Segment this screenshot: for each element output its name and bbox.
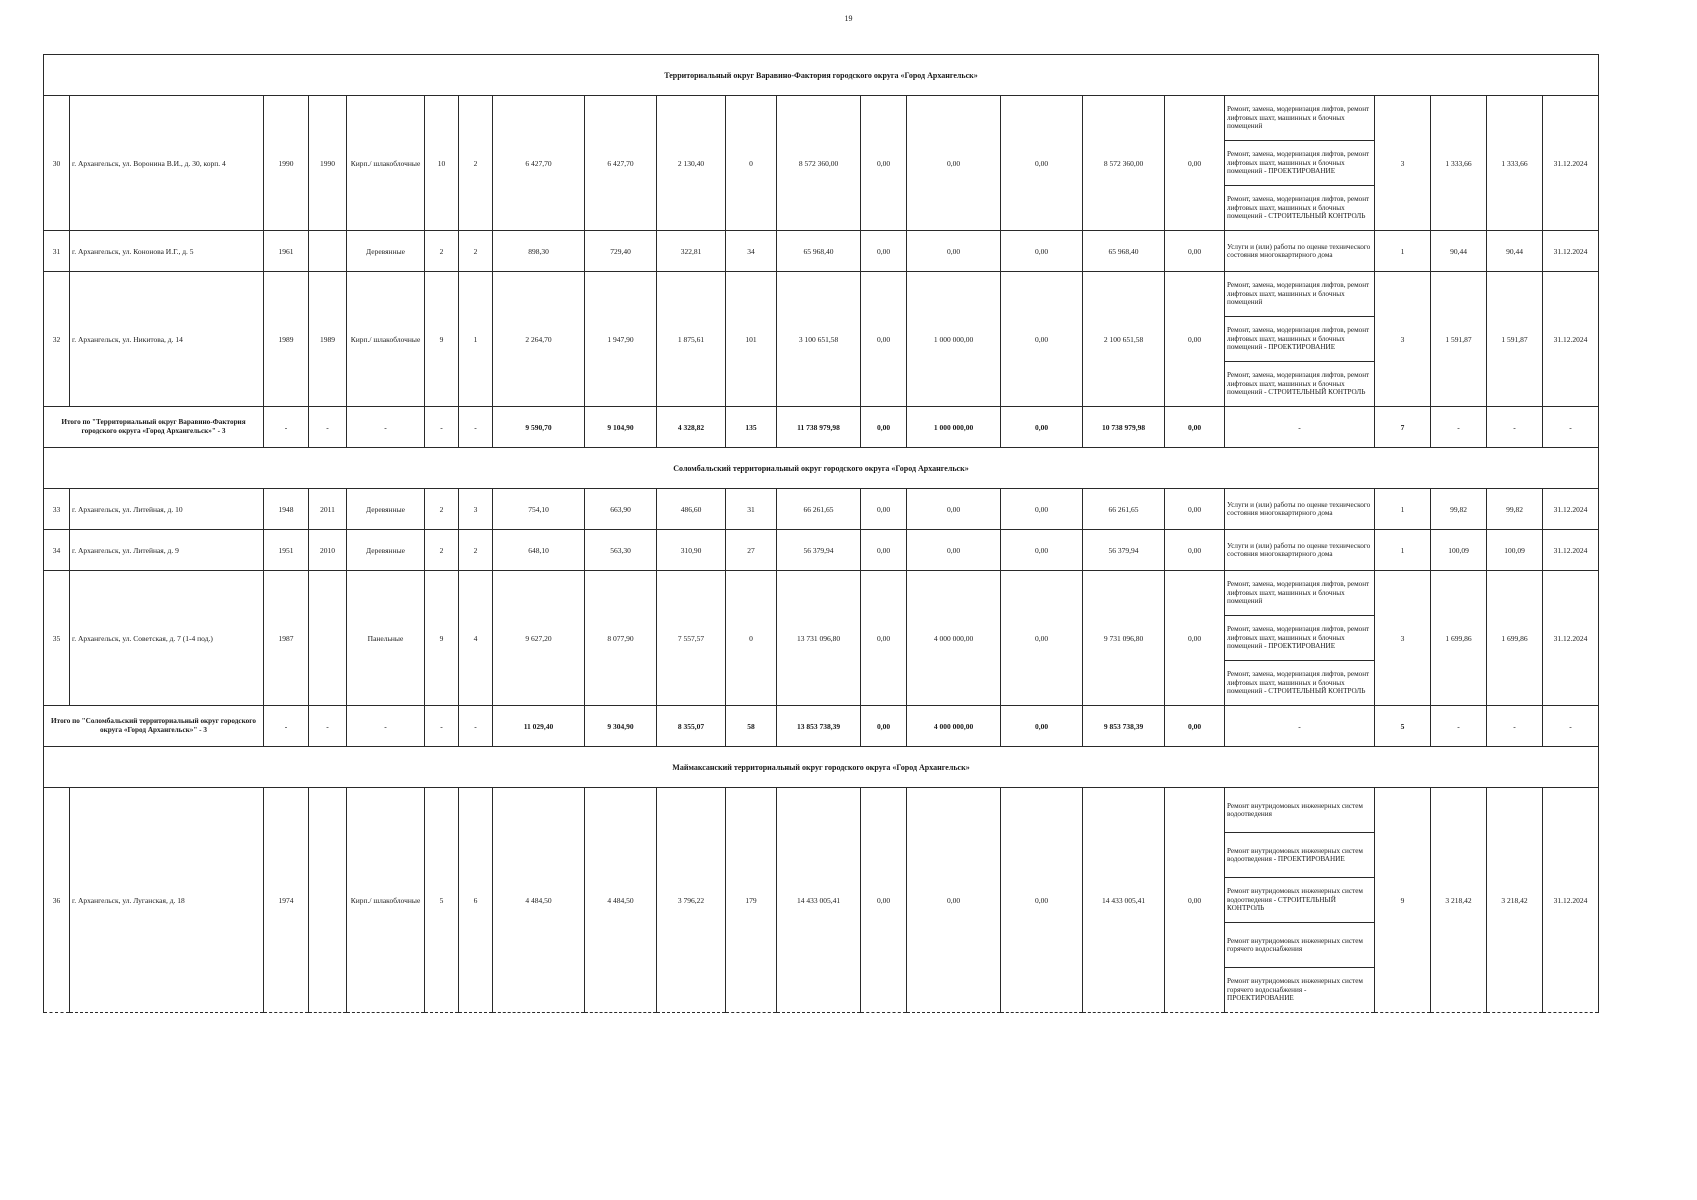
work-type: Ремонт внутридомовых инженерных систем горячего водоснабжения: [1225, 923, 1375, 968]
residents: 31: [726, 489, 777, 530]
total-label: Итого по "Соломбальский территориальный округ городского округа «Город Архангельск»" - 3: [44, 706, 264, 747]
works-count: 3: [1375, 272, 1431, 407]
total-entrances: -: [459, 706, 493, 747]
living-area: 1 947,90: [585, 272, 657, 407]
total-residential-area: 8 355,07: [657, 706, 726, 747]
year-built: 1948: [264, 489, 309, 530]
residents: 179: [726, 788, 777, 1013]
work-type: Ремонт, замена, модернизация лифтов, ремонт лифтовых шахт, машинных и блочных помещений: [1225, 571, 1375, 616]
address: г. Архангельск, ул. Никитова, д. 14: [70, 272, 264, 407]
max-unit-cost: 1 699,86: [1487, 571, 1543, 706]
total-total-area: 11 029,40: [493, 706, 585, 747]
wall-material: Кирп./ шлакоблочные: [347, 96, 425, 231]
total-fund-other: 0,00: [1165, 706, 1225, 747]
fund-other: 0,00: [1165, 96, 1225, 231]
fund-other: 0,00: [1165, 231, 1225, 272]
fund-regional: 1 000 000,00: [907, 272, 1001, 407]
residential-area: 486,60: [657, 489, 726, 530]
work-type: Ремонт, замена, модернизация лифтов, ремонт лифтовых шахт, машинных и блочных помещений - СТРОИТЕЛЬНЫЙ КОНТРОЛЬ: [1225, 362, 1375, 407]
section-title: Территориальный округ Варавино-Фактория городского округа «Город Архангельск»: [44, 55, 1599, 96]
max-unit-cost: 3 218,42: [1487, 788, 1543, 1013]
year-built: 1951: [264, 530, 309, 571]
works-count: 1: [1375, 231, 1431, 272]
total-row: [44, 407, 1599, 448]
works-count: 1: [1375, 530, 1431, 571]
fund-other: 0,00: [1165, 788, 1225, 1013]
living-area: 8 077,90: [585, 571, 657, 706]
total-total-cost: 11 738 979,98: [777, 407, 861, 448]
fund-other: 0,00: [1165, 571, 1225, 706]
floors: 5: [425, 788, 459, 1013]
residential-area: 1 875,61: [657, 272, 726, 407]
table-row: [44, 530, 1599, 571]
total-residents: 135: [726, 407, 777, 448]
fund-owners: 65 968,40: [1083, 231, 1165, 272]
work-type: Ремонт, замена, модернизация лифтов, ремонт лифтовых шахт, машинных и блочных помещений - ПРОЕКТИРОВАНИЕ: [1225, 317, 1375, 362]
total-work-type: -: [1225, 706, 1375, 747]
work-type: Услуги и (или) работы по оценке технического состояния многоквартирного дома: [1225, 489, 1375, 530]
work-type: Ремонт, замена, модернизация лифтов, ремонт лифтовых шахт, машинных и блочных помещений - ПРОЕКТИРОВАНИЕ: [1225, 141, 1375, 186]
year-overhaul: [309, 571, 347, 706]
unit-cost: 1 591,87: [1431, 272, 1487, 407]
deadline: 31.12.2024: [1543, 489, 1599, 530]
fund-federal: 0,00: [861, 272, 907, 407]
living-area: 4 484,50: [585, 788, 657, 1013]
total-fund-municipal: 0,00: [1001, 706, 1083, 747]
work-type: Ремонт, замена, модернизация лифтов, ремонт лифтовых шахт, машинных и блочных помещений - СТРОИТЕЛЬНЫЙ КОНТРОЛЬ: [1225, 661, 1375, 706]
total-fund-owners: 10 738 979,98: [1083, 407, 1165, 448]
table-row: [44, 571, 1599, 616]
total-area: 2 264,70: [493, 272, 585, 407]
total-area: 6 427,70: [493, 96, 585, 231]
total-total-cost: 13 853 738,39: [777, 706, 861, 747]
living-area: 563,30: [585, 530, 657, 571]
address: г. Архангельск, ул. Кононова И.Г., д. 5: [70, 231, 264, 272]
living-area: 729,40: [585, 231, 657, 272]
deadline: 31.12.2024: [1543, 96, 1599, 231]
section-row: [44, 448, 1599, 489]
total-works-count: 5: [1375, 706, 1431, 747]
address: г. Архангельск, ул. Советская, д. 7 (1-4 под.): [70, 571, 264, 706]
year-overhaul: [309, 788, 347, 1013]
max-unit-cost: 90,44: [1487, 231, 1543, 272]
year-built: 1961: [264, 231, 309, 272]
total-deadline: -: [1543, 706, 1599, 747]
residential-area: 7 557,57: [657, 571, 726, 706]
wall-material: Деревянные: [347, 530, 425, 571]
year-overhaul: [309, 231, 347, 272]
fund-federal: 0,00: [861, 489, 907, 530]
total-cost: 65 968,40: [777, 231, 861, 272]
capital-repair-table: [43, 54, 1599, 1013]
unit-cost: 99,82: [1431, 489, 1487, 530]
deadline: 31.12.2024: [1543, 788, 1599, 1013]
fund-regional: 0,00: [907, 96, 1001, 231]
total-max-unit-cost: -: [1487, 706, 1543, 747]
total-work-type: -: [1225, 407, 1375, 448]
max-unit-cost: 99,82: [1487, 489, 1543, 530]
residents: 101: [726, 272, 777, 407]
address: г. Архангельск, ул. Литейная, д. 9: [70, 530, 264, 571]
unit-cost: 1 699,86: [1431, 571, 1487, 706]
table-row: [44, 231, 1599, 272]
work-type: Ремонт внутридомовых инженерных систем водоотведения - ПРОЕКТИРОВАНИЕ: [1225, 833, 1375, 878]
total-cost: 66 261,65: [777, 489, 861, 530]
total-year-built: -: [264, 407, 309, 448]
fund-municipal: 0,00: [1001, 272, 1083, 407]
page-number: 19: [844, 14, 853, 23]
work-type: Ремонт, замена, модернизация лифтов, ремонт лифтовых шахт, машинных и блочных помещений: [1225, 96, 1375, 141]
works-count: 1: [1375, 489, 1431, 530]
total-row: [44, 706, 1599, 747]
unit-cost: 100,09: [1431, 530, 1487, 571]
fund-federal: 0,00: [861, 96, 907, 231]
living-area: 663,90: [585, 489, 657, 530]
year-built: 1990: [264, 96, 309, 231]
total-wall-material: -: [347, 407, 425, 448]
fund-municipal: 0,00: [1001, 571, 1083, 706]
total-floors: -: [425, 407, 459, 448]
wall-material: Кирп./ шлакоблочные: [347, 272, 425, 407]
fund-regional: 4 000 000,00: [907, 571, 1001, 706]
deadline: 31.12.2024: [1543, 571, 1599, 706]
work-type: Ремонт, замена, модернизация лифтов, ремонт лифтовых шахт, машинных и блочных помещений: [1225, 272, 1375, 317]
year-overhaul: 2010: [309, 530, 347, 571]
total-area: 648,10: [493, 530, 585, 571]
row-number: 31: [44, 231, 70, 272]
work-type: Ремонт внутридомовых инженерных систем горячего водоснабжения - ПРОЕКТИРОВАНИЕ: [1225, 968, 1375, 1013]
work-type: Ремонт, замена, модернизация лифтов, ремонт лифтовых шахт, машинных и блочных помещений - ПРОЕКТИРОВАНИЕ: [1225, 616, 1375, 661]
fund-other: 0,00: [1165, 272, 1225, 407]
address: г. Архангельск, ул. Литейная, д. 10: [70, 489, 264, 530]
total-cost: 56 379,94: [777, 530, 861, 571]
fund-federal: 0,00: [861, 571, 907, 706]
fund-municipal: 0,00: [1001, 96, 1083, 231]
total-fund-federal: 0,00: [861, 407, 907, 448]
year-overhaul: 1989: [309, 272, 347, 407]
year-overhaul: 1990: [309, 96, 347, 231]
total-unit-cost: -: [1431, 407, 1487, 448]
total-fund-regional: 4 000 000,00: [907, 706, 1001, 747]
wall-material: Панельные: [347, 571, 425, 706]
total-residential-area: 4 328,82: [657, 407, 726, 448]
floors: 2: [425, 489, 459, 530]
total-cost: 13 731 096,80: [777, 571, 861, 706]
year-built: 1974: [264, 788, 309, 1013]
residential-area: 322,81: [657, 231, 726, 272]
fund-municipal: 0,00: [1001, 788, 1083, 1013]
floors: 9: [425, 571, 459, 706]
work-type: Ремонт внутридомовых инженерных систем водоотведения: [1225, 788, 1375, 833]
total-floors: -: [425, 706, 459, 747]
total-year-built: -: [264, 706, 309, 747]
fund-other: 0,00: [1165, 489, 1225, 530]
entrances: 2: [459, 231, 493, 272]
residential-area: 310,90: [657, 530, 726, 571]
total-fund-other: 0,00: [1165, 407, 1225, 448]
residents: 0: [726, 96, 777, 231]
entrances: 3: [459, 489, 493, 530]
residents: 27: [726, 530, 777, 571]
deadline: 31.12.2024: [1543, 530, 1599, 571]
wall-material: Деревянные: [347, 489, 425, 530]
fund-other: 0,00: [1165, 530, 1225, 571]
year-built: 1989: [264, 272, 309, 407]
total-unit-cost: -: [1431, 706, 1487, 747]
section-row: [44, 747, 1599, 788]
wall-material: Кирп./ шлакоблочные: [347, 788, 425, 1013]
total-residents: 58: [726, 706, 777, 747]
total-cost: 8 572 360,00: [777, 96, 861, 231]
fund-regional: 0,00: [907, 231, 1001, 272]
total-fund-municipal: 0,00: [1001, 407, 1083, 448]
total-living-area: 9 304,90: [585, 706, 657, 747]
entrances: 2: [459, 530, 493, 571]
unit-cost: 3 218,42: [1431, 788, 1487, 1013]
works-count: 3: [1375, 96, 1431, 231]
residential-area: 3 796,22: [657, 788, 726, 1013]
address: г. Архангельск, ул. Воронина В.И., д. 30, корп. 4: [70, 96, 264, 231]
fund-municipal: 0,00: [1001, 530, 1083, 571]
work-type: Ремонт, замена, модернизация лифтов, ремонт лифтовых шахт, машинных и блочных помещений - СТРОИТЕЛЬНЫЙ КОНТРОЛЬ: [1225, 186, 1375, 231]
table-row: [44, 489, 1599, 530]
total-area: 754,10: [493, 489, 585, 530]
table-row: [44, 96, 1599, 141]
total-area: 4 484,50: [493, 788, 585, 1013]
row-number: 34: [44, 530, 70, 571]
fund-owners: 9 731 096,80: [1083, 571, 1165, 706]
floors: 9: [425, 272, 459, 407]
fund-federal: 0,00: [861, 788, 907, 1013]
row-number: 30: [44, 96, 70, 231]
fund-owners: 14 433 005,41: [1083, 788, 1165, 1013]
max-unit-cost: 1 591,87: [1487, 272, 1543, 407]
total-cost: 3 100 651,58: [777, 272, 861, 407]
entrances: 1: [459, 272, 493, 407]
wall-material: Деревянные: [347, 231, 425, 272]
fund-federal: 0,00: [861, 530, 907, 571]
residents: 0: [726, 571, 777, 706]
total-year-overhaul: -: [309, 407, 347, 448]
unit-cost: 90,44: [1431, 231, 1487, 272]
fund-owners: 2 100 651,58: [1083, 272, 1165, 407]
total-cost: 14 433 005,41: [777, 788, 861, 1013]
row-number: 35: [44, 571, 70, 706]
table-row: [44, 272, 1599, 317]
floors: 2: [425, 231, 459, 272]
living-area: 6 427,70: [585, 96, 657, 231]
deadline: 31.12.2024: [1543, 272, 1599, 407]
total-total-area: 9 590,70: [493, 407, 585, 448]
year-overhaul: 2011: [309, 489, 347, 530]
fund-municipal: 0,00: [1001, 231, 1083, 272]
work-type: Ремонт внутридомовых инженерных систем водоотведения - СТРОИТЕЛЬНЫЙ КОНТРОЛЬ: [1225, 878, 1375, 923]
fund-regional: 0,00: [907, 788, 1001, 1013]
fund-municipal: 0,00: [1001, 489, 1083, 530]
year-built: 1987: [264, 571, 309, 706]
works-count: 9: [1375, 788, 1431, 1013]
total-area: 898,30: [493, 231, 585, 272]
max-unit-cost: 100,09: [1487, 530, 1543, 571]
total-fund-federal: 0,00: [861, 706, 907, 747]
total-entrances: -: [459, 407, 493, 448]
fund-owners: 56 379,94: [1083, 530, 1165, 571]
total-label: Итого по "Территориальный округ Варавино-Фактория городского округа «Город Архангельск»" - 3: [44, 407, 264, 448]
address: г. Архангельск, ул. Луганская, д. 18: [70, 788, 264, 1013]
section-title: Маймаксанский территориальный округ городского округа «Город Архангельск»: [44, 747, 1599, 788]
fund-owners: 66 261,65: [1083, 489, 1165, 530]
unit-cost: 1 333,66: [1431, 96, 1487, 231]
floors: 10: [425, 96, 459, 231]
total-deadline: -: [1543, 407, 1599, 448]
floors: 2: [425, 530, 459, 571]
fund-owners: 8 572 360,00: [1083, 96, 1165, 231]
total-works-count: 7: [1375, 407, 1431, 448]
works-count: 3: [1375, 571, 1431, 706]
row-number: 32: [44, 272, 70, 407]
section-title: Соломбальский территориальный округ городского округа «Город Архангельск»: [44, 448, 1599, 489]
total-fund-owners: 9 853 738,39: [1083, 706, 1165, 747]
total-year-overhaul: -: [309, 706, 347, 747]
total-wall-material: -: [347, 706, 425, 747]
entrances: 2: [459, 96, 493, 231]
total-fund-regional: 1 000 000,00: [907, 407, 1001, 448]
fund-federal: 0,00: [861, 231, 907, 272]
entrances: 4: [459, 571, 493, 706]
deadline: 31.12.2024: [1543, 231, 1599, 272]
total-area: 9 627,20: [493, 571, 585, 706]
table-row: [44, 788, 1599, 833]
entrances: 6: [459, 788, 493, 1013]
section-row: [44, 55, 1599, 96]
fund-regional: 0,00: [907, 530, 1001, 571]
row-number: 36: [44, 788, 70, 1013]
residential-area: 2 130,40: [657, 96, 726, 231]
fund-regional: 0,00: [907, 489, 1001, 530]
work-type: Услуги и (или) работы по оценке технического состояния многоквартирного дома: [1225, 231, 1375, 272]
max-unit-cost: 1 333,66: [1487, 96, 1543, 231]
work-type: Услуги и (или) работы по оценке технического состояния многоквартирного дома: [1225, 530, 1375, 571]
residents: 34: [726, 231, 777, 272]
total-living-area: 9 104,90: [585, 407, 657, 448]
row-number: 33: [44, 489, 70, 530]
total-max-unit-cost: -: [1487, 407, 1543, 448]
